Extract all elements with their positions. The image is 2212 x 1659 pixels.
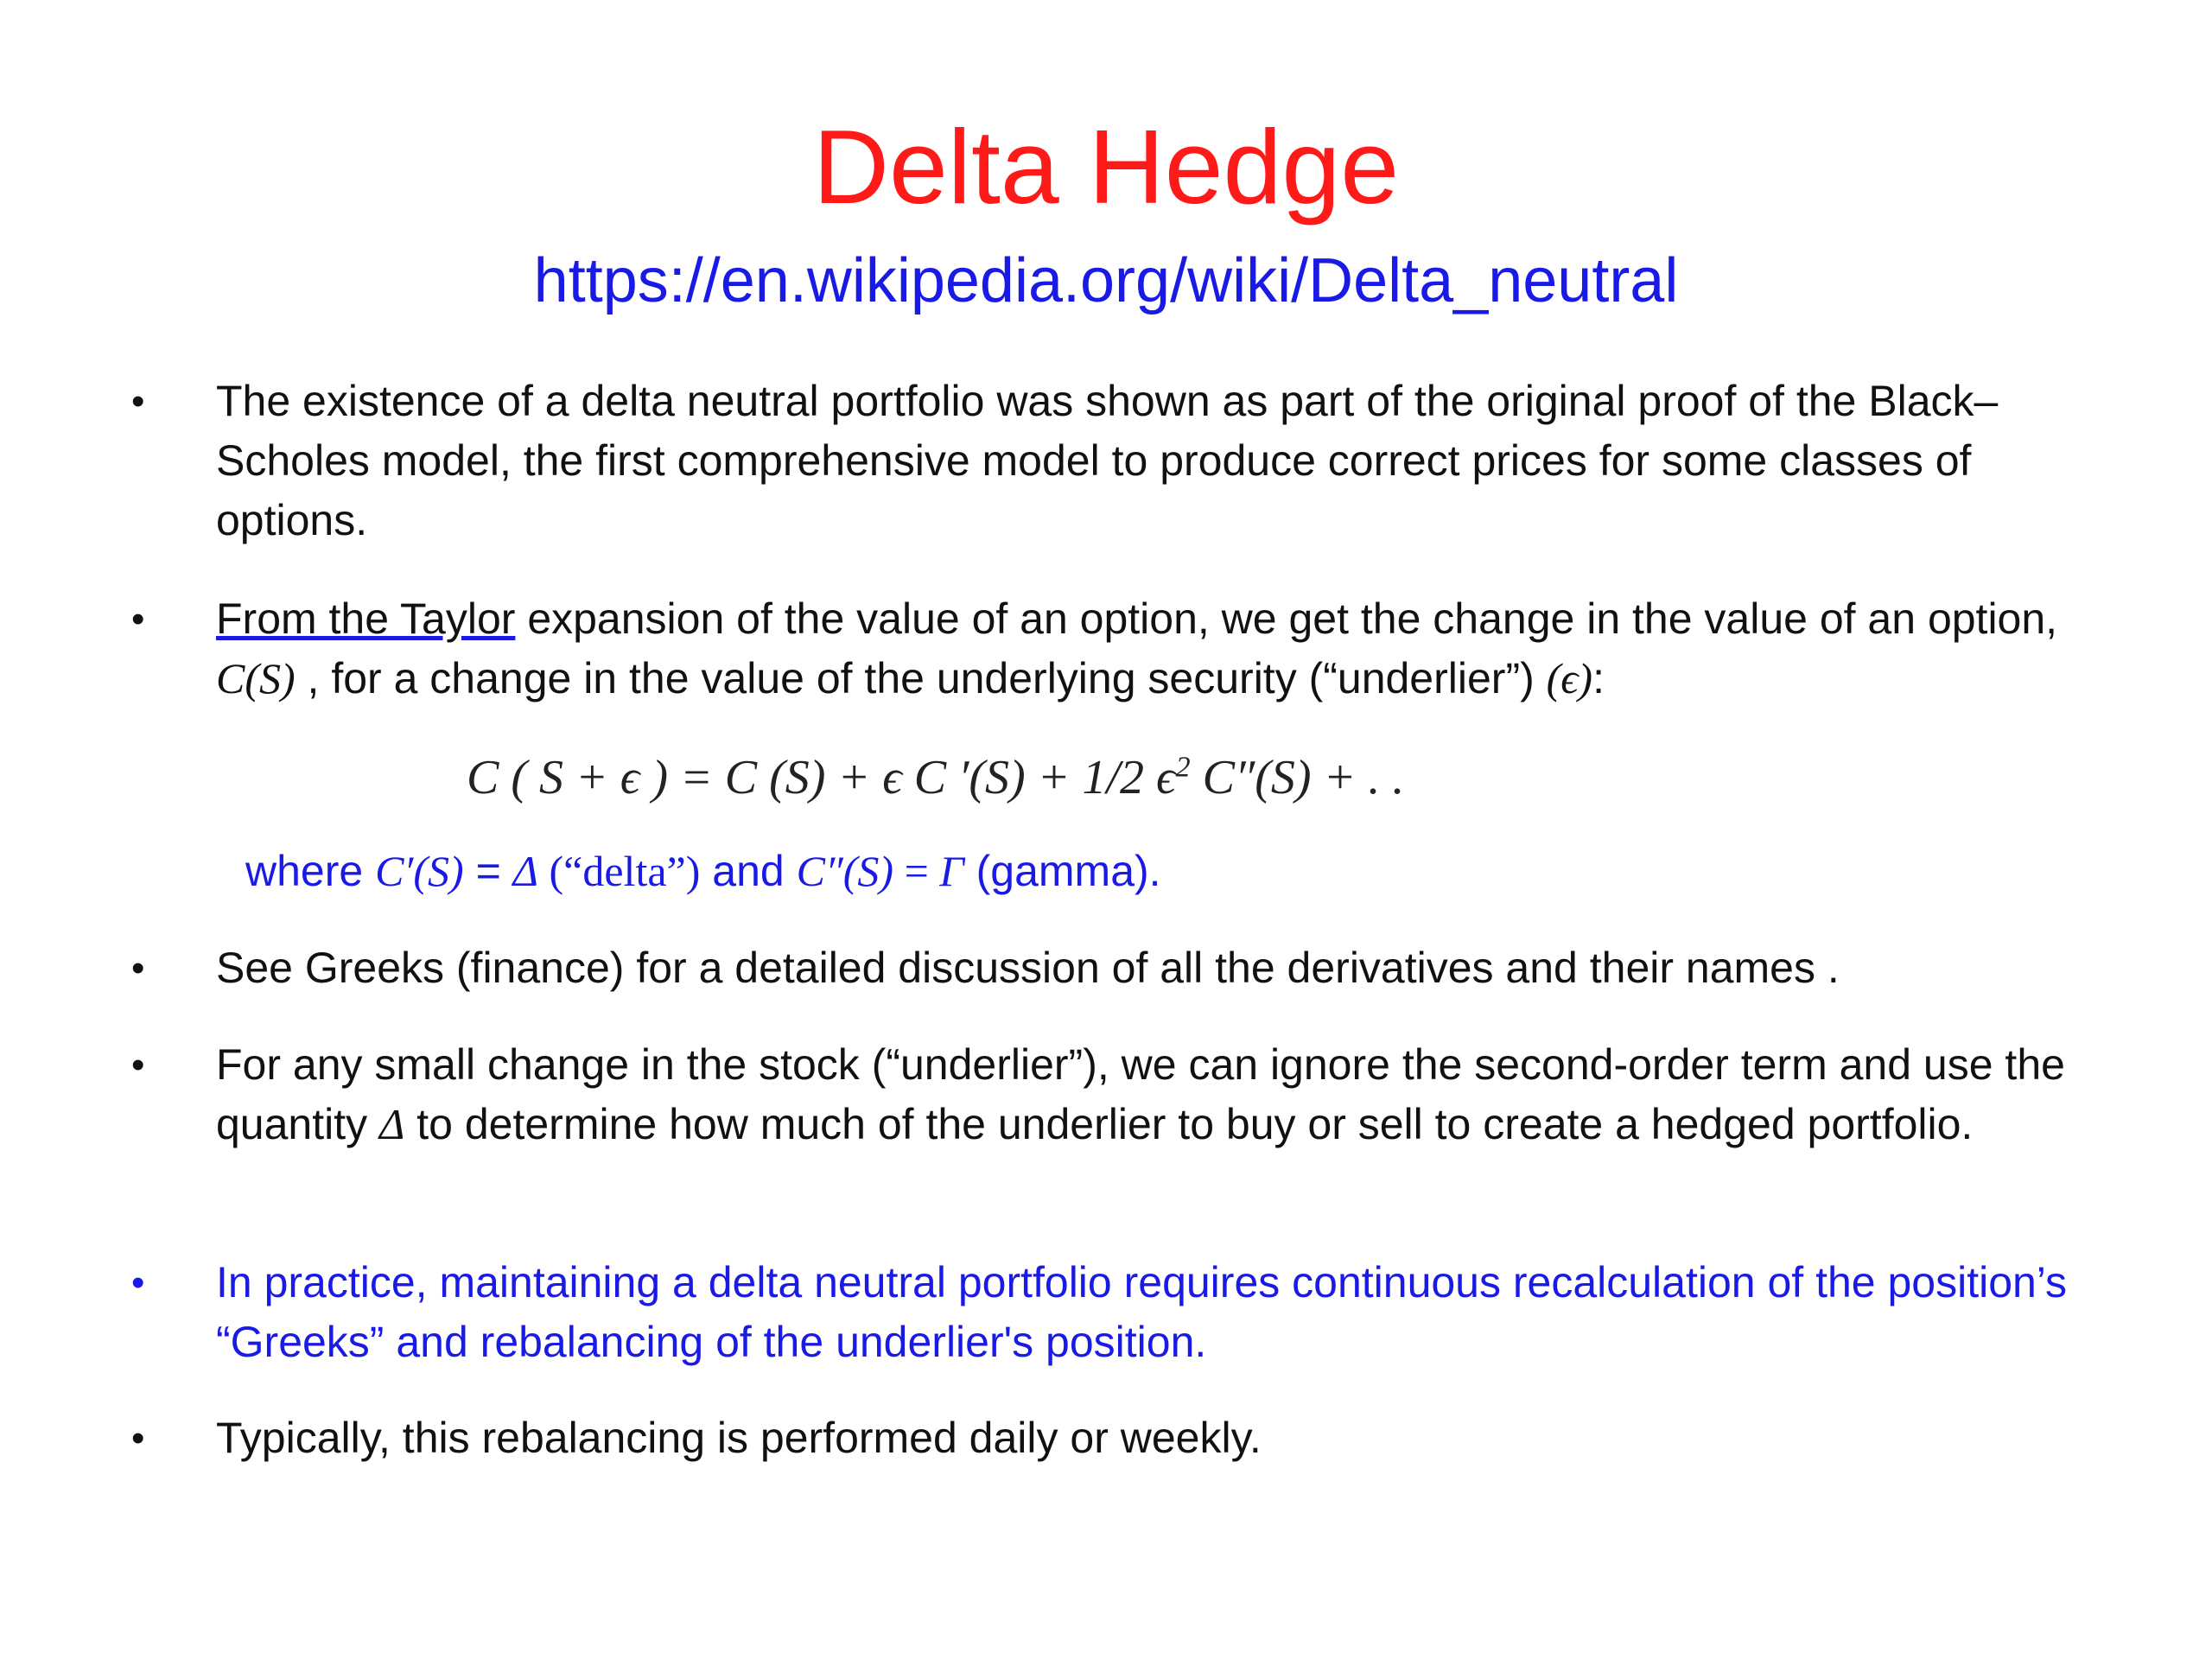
underlier-text: , for a change in the value of the underlying security (“underlier”) [295,654,1547,702]
small-change-text-2: to determine how much of the underlier to buy or sell to create a hedged portfolio. [404,1100,1974,1148]
taylor-text: From the Taylor [216,594,516,643]
bullet-text-small-change [216,1035,2134,1154]
bullet-text-typically: Typically, this rebalancing is performed daily or weekly. [216,1414,1262,1462]
and-word: and [700,847,797,895]
bullet-icon: • [131,1262,145,1304]
delta-symbol: Δ [512,847,539,895]
c-of-s: C(S) [216,654,296,702]
taylor-rest: expansion of the value of an option, we get the change in the value of an option, [515,594,2058,643]
formula-exponent: 2 [1175,751,1191,784]
colon: : [1592,654,1605,702]
formula-rhs: C″(S) + . . [1190,751,1405,804]
wikipedia-link[interactable]: https://en.wikipedia.org/wiki/Delta_neutral [533,246,1679,315]
c-prime: C′(S) [375,847,464,895]
bullet-text-taylor-expansion [216,589,2134,709]
equals-2: = [893,847,940,895]
bullet-icon: • [131,1417,145,1459]
delta-word: (“delta”) [538,847,701,895]
bullet-icon: • [131,598,145,640]
taylor-formula [467,743,1404,812]
gamma-symbol: Γ [939,847,964,895]
bullet-icon: • [131,1044,145,1086]
equals-1: = [463,847,513,895]
bullet-icon: • [131,947,145,989]
formula-lhs: C ( S + ϵ ) = C (S) + ϵ C ′(S) + 1/2 ϵ [467,751,1176,804]
small-change-text-1: For any small change in the stock (“underlier”), we can ignore the second-order term and use the quantity [216,1040,2065,1148]
bullet-text-in-practice: In practice, maintaining a delta neutral portfolio requires continuous recalculation of the position’s “Greeks” and rebalancing of the underlier's position. [216,1258,2068,1366]
bullet-icon: • [131,380,145,423]
epsilon-symbol: (ϵ) [1546,654,1593,702]
delta-quantity: Δ [379,1100,405,1148]
bullet-text-greeks: See Greeks (finance) for a detailed discussion of all the derivatives and their names . [216,944,1840,992]
slide-title: Delta Hedge [812,108,1400,226]
gamma-word: (gamma). [963,847,1161,895]
delta-gamma-definition [245,842,1161,901]
c-double-prime: C″(S) [796,847,894,895]
where-word: where [245,847,376,895]
bullet-text-black-scholes: The existence of a delta neutral portfolio was shown as part of the original proof of the Black–Scholes model, the first comprehensive model to produce correct prices for some classes of options. [216,377,1999,544]
